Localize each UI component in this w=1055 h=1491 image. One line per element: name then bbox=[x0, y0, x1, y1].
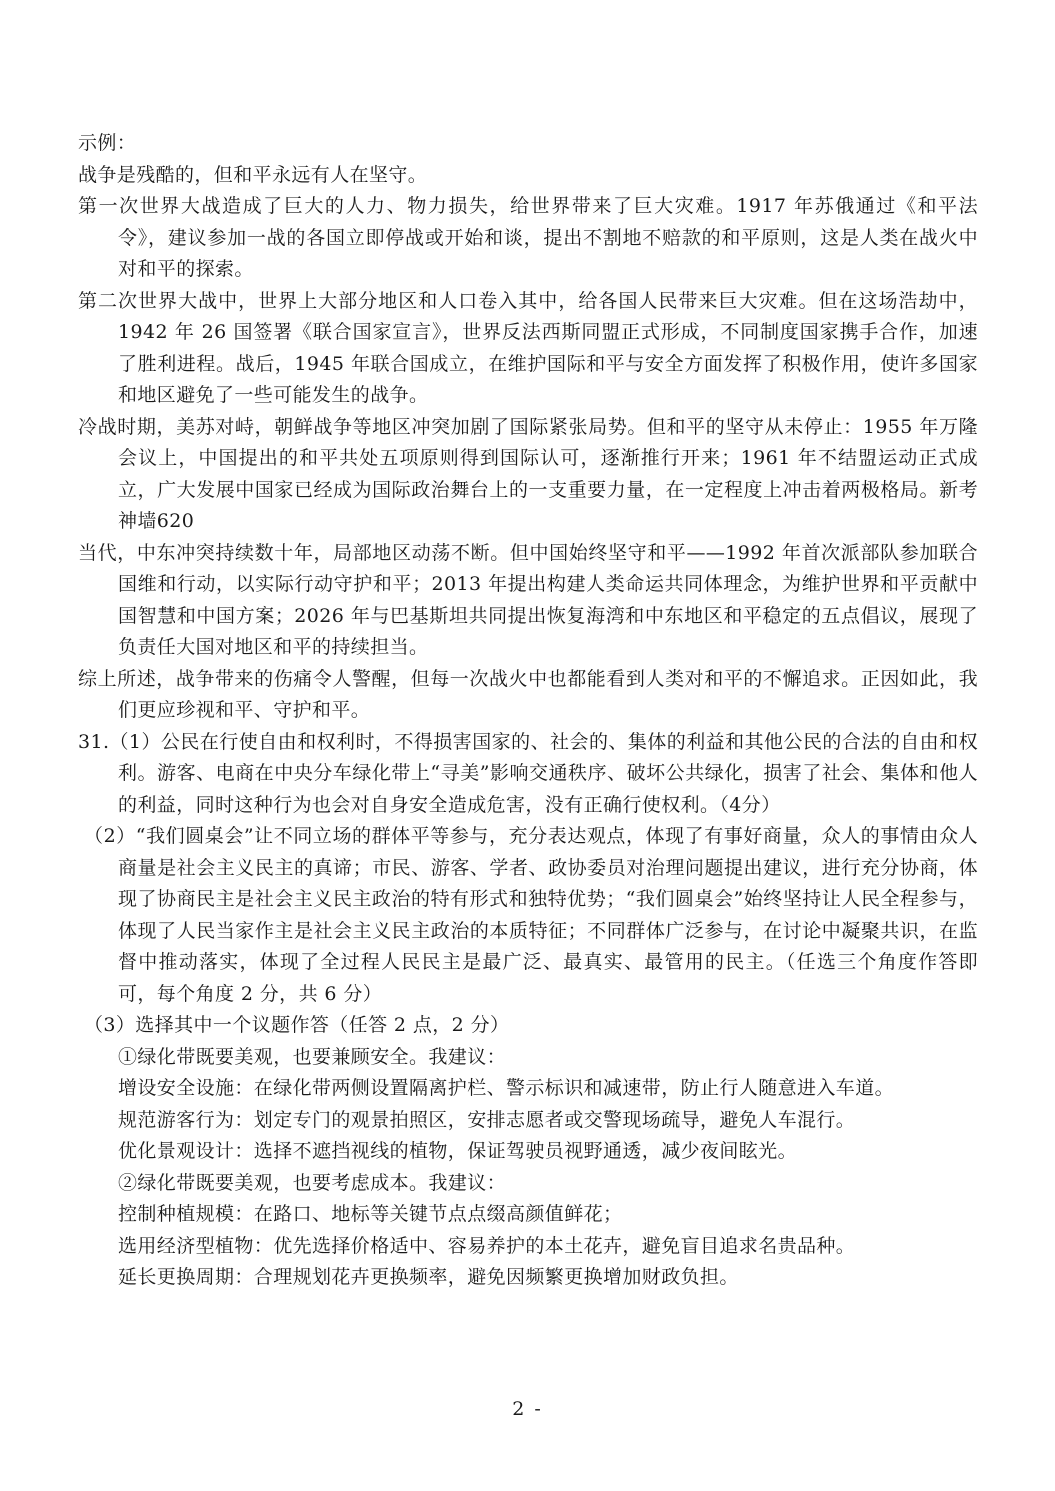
suggestion-line: 延长更换周期：合理规划花卉更换频率，避免因频繁更换增加财政负担。 bbox=[118, 1266, 739, 1288]
ww1-paragraph: 第一次世界大战造成了巨大的人力、物力损失，给世界带来了巨大灾难。1917 年苏俄通过《和平法令》，建议参加一战的各国立即停战或开始和谈，提出不割地不赔款的和平原则，这是人类在战火中对和平的探索。 bbox=[78, 195, 978, 280]
suggestion-line: 规范游客行为：划定专门的观景拍照区，安排志愿者或交警现场疏导，避免人车混行。 bbox=[118, 1108, 856, 1131]
contemporary-paragraph: 当代，中东冲突持续数十年，局部地区动荡不断。但中国始终坚守和平——1992 年首次派部队参加联合国维和行动，以实际行动守护和平；2013 年提出构建人类命运共同体理念，为维护世界和平贡献中国智慧和中国方案；2026 年与巴基斯坦共同提出恢复海湾和中东地区和平稳定的五点倡议，展现了负责任大国对地区和平的持续担当。 bbox=[78, 541, 978, 658]
answer-document bbox=[78, 128, 978, 1294]
suggestion-line: ②绿化带既要美观，也要考虑成本。我建议： bbox=[118, 1171, 507, 1194]
suggestion-line: ①绿化带既要美观，也要兼顾安全。我建议： bbox=[118, 1045, 507, 1068]
q31-part1: 31.（1）公民在行使自由和权利时，不得损害国家的、社会的、集体的利益和其他公民的合法的自由和权利。游客、电商在中央分车绿化带上“寻美”影响交通秩序、破坏公共绿化，损害了社会、集体和他人的利益，同时这种行为也会对自身安全造成危害，没有正确行使权利。（4分） bbox=[78, 730, 978, 816]
suggestion-line: 控制种植规模：在路口、地标等关键节点点缀高颜值鲜花； bbox=[118, 1203, 623, 1225]
example-intro: 战争是残酷的，但和平永远有人在坚守。 bbox=[78, 163, 428, 186]
ww2-paragraph: 第二次世界大战中，世界上大部分地区和人口卷入其中，给各国人民带来巨大灾难。但在这场浩劫中，1942 年 26 国签署《联合国家宣言》，世界反法西斯同盟正式形成，不同制度国家携手合作，加速了胜利进程。战后，1945 年联合国成立，在维护国际和平与安全方面发挥了积极作用，使许多国家和地区避免了一些可能发生的战争。 bbox=[78, 289, 978, 406]
example-heading: 示例： bbox=[78, 132, 137, 154]
suggestion-line: 优化景观设计：选择不遮挡视线的植物，保证驾驶员视野通透，减少夜间眩光。 bbox=[118, 1140, 798, 1162]
cold-war-paragraph: 冷战时期，美苏对峙，朝鲜战争等地区冲突加剧了国际紧张局势。但和平的坚守从未停止：1955 年万隆会议上，中国提出的和平共处五项原则得到国际认可，逐渐推行开来；1961 年不结盟运动正式成立，广大发展中国家已经成为国际政治舞台上的一支重要力量，在一定程度上冲击着两极格局。新考神墙620 bbox=[78, 415, 978, 532]
suggestion-line: 增设安全设施：在绿化带两侧设置隔离护栏、警示标识和减速带，防止行人随意进入车道。 bbox=[118, 1077, 895, 1099]
page-number: 2 - bbox=[512, 1398, 543, 1420]
suggestion-line: 选用经济型植物：优先选择价格适中、容易养护的本土花卉，避免盲目追求名贵品种。 bbox=[118, 1234, 856, 1257]
conclusion-paragraph: 综上所述，战争带来的伤痛令人警醒，但每一次战火中也都能看到人类对和平的不懈追求。正因如此，我们更应珍视和平、守护和平。 bbox=[78, 667, 978, 721]
q31-part3-heading: （3）选择其中一个议题作答（任答 2 点，2 分） bbox=[84, 1014, 510, 1036]
q31-part2: （2）“我们圆桌会”让不同立场的群体平等参与，充分表达观点，体现了有事好商量，众人的事情由众人商量是社会主义民主的真谛；市民、游客、学者、政协委员对治理问题提出建议，进行充分协商，体现了协商民主是社会主义民主政治的特有形式和独特优势；“我们圆桌会”始终坚持让人民全程参与，体现了人民当家作主是社会主义民主政治的本质特征；不同群体广泛参与，在讨论中凝聚共识，在监督中推动落实，体现了全过程人民民主是最广泛、最真实、最管用的民主。（任选三个角度作答即可，每个角度 2 分，共 6 分） bbox=[84, 825, 978, 1005]
